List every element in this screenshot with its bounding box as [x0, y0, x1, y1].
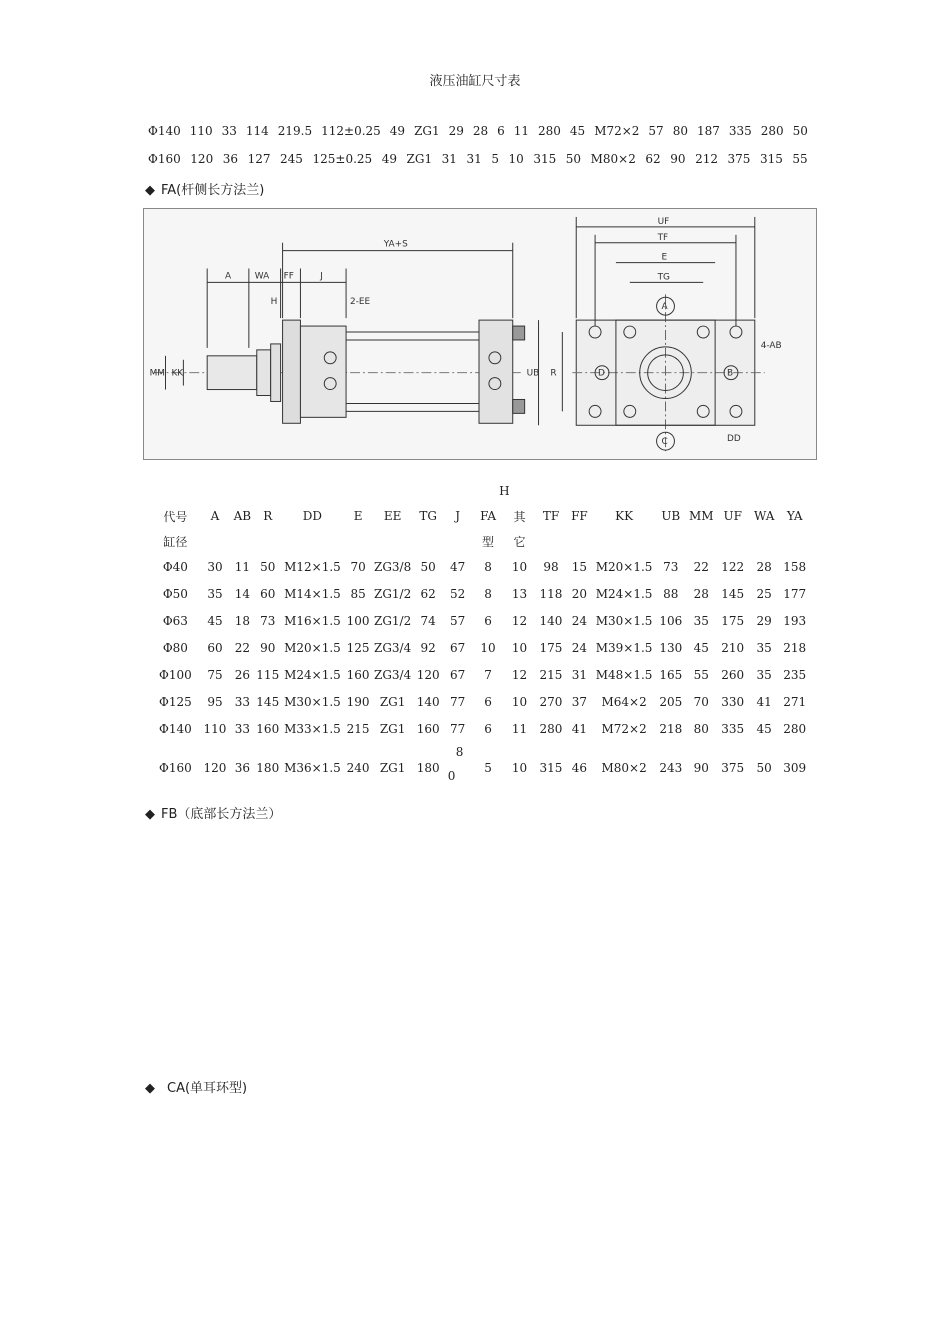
- section-title: CA(单耳环型): [167, 1081, 248, 1096]
- cell: 77: [449, 721, 466, 736]
- cell: 160: [256, 721, 280, 736]
- cell: 240: [346, 761, 370, 775]
- cell: 10: [511, 694, 528, 709]
- cell: 243: [659, 761, 683, 775]
- cell: 270: [539, 694, 563, 709]
- cell: M72×2: [601, 721, 647, 736]
- cell: Φ160: [148, 152, 181, 166]
- cell: 55: [792, 152, 808, 166]
- cell: 45: [569, 124, 586, 138]
- cell: 110: [203, 721, 227, 736]
- label-kk: KK: [171, 368, 184, 379]
- cell: 30: [207, 559, 223, 574]
- cell: 85: [350, 586, 366, 601]
- cell: M36×1.5: [284, 761, 341, 775]
- cell: 73: [663, 559, 679, 574]
- cell: 95: [207, 694, 223, 709]
- cell: ZG1: [379, 721, 406, 736]
- cell: 205: [659, 694, 683, 709]
- cell: 8: [484, 559, 492, 574]
- cell: 218: [783, 640, 807, 655]
- cell: 10: [511, 559, 528, 574]
- table-row: [150, 553, 810, 580]
- cell: 180: [416, 761, 440, 775]
- cell: 10: [511, 640, 528, 655]
- header-row-sub: [150, 529, 810, 553]
- cell: ZG3/8: [374, 559, 412, 574]
- header-cell: UB: [661, 509, 681, 523]
- cell: 315: [759, 152, 783, 166]
- cylinder-technical-drawing: [143, 208, 817, 460]
- top-table-row: [148, 152, 808, 166]
- cell-j-split: [442, 742, 472, 794]
- header-cell: TF: [542, 509, 560, 523]
- header-code: 代号: [163, 509, 188, 524]
- header-other: 其: [513, 509, 526, 524]
- cell: M12×1.5: [284, 559, 341, 574]
- cell: 280: [539, 721, 563, 736]
- label-uf: UF: [657, 216, 670, 227]
- cell: 60: [260, 586, 276, 601]
- cell: 29: [448, 124, 464, 138]
- section-heading-fa: [145, 179, 264, 198]
- cell: 127: [247, 152, 271, 166]
- label-h: H: [270, 297, 278, 308]
- cell: 37: [571, 694, 588, 709]
- cell: M80×2: [590, 152, 636, 166]
- cell: 125: [346, 640, 370, 655]
- label-r: R: [550, 368, 557, 379]
- cell: 50: [260, 559, 276, 574]
- table-row: [150, 607, 810, 634]
- cell: 335: [728, 124, 752, 138]
- cell: 219.5: [277, 124, 313, 138]
- cell: 62: [645, 152, 661, 166]
- cell: 309: [783, 761, 807, 775]
- cell: 80: [693, 721, 709, 736]
- cell: 315: [533, 152, 557, 166]
- cell: Φ160: [159, 761, 192, 775]
- cell: 45: [756, 721, 772, 736]
- cell: 50: [756, 761, 772, 775]
- cell: 52: [449, 586, 466, 601]
- header-fa: FA: [480, 509, 497, 523]
- cell: ZG1: [379, 694, 406, 709]
- label-a: A: [225, 271, 232, 282]
- cell: Φ140: [159, 721, 192, 736]
- cell: 45: [693, 640, 709, 655]
- header-cell: EE: [383, 509, 402, 523]
- cell: 212: [695, 152, 718, 166]
- cell: 35: [207, 586, 223, 601]
- cell: 12: [511, 667, 528, 682]
- cell: 5: [484, 761, 492, 775]
- cell: 10: [480, 640, 496, 655]
- diamond-bullet-icon: ◆: [145, 183, 155, 198]
- cell: 114: [245, 124, 269, 138]
- cell: 77: [449, 694, 466, 709]
- cell: 215: [346, 721, 370, 736]
- section-heading-fb: [145, 803, 281, 822]
- cell: M24×1.5: [595, 586, 653, 601]
- cell: M14×1.5: [284, 586, 341, 601]
- label-tf: TF: [657, 232, 669, 243]
- cell: 35: [756, 640, 772, 655]
- label-tg: TG: [657, 272, 670, 283]
- cell: 210: [721, 640, 745, 655]
- cell: M16×1.5: [284, 613, 341, 628]
- cell: 10: [511, 761, 528, 775]
- header-fa-type: 型: [482, 534, 495, 549]
- cell: 122: [721, 559, 745, 574]
- cell: ZG1/2: [374, 586, 412, 601]
- cell: 73: [260, 613, 276, 628]
- table-body: [150, 553, 810, 742]
- cell: 50: [792, 124, 808, 138]
- label-mm: MM: [149, 368, 166, 379]
- cell: 41: [756, 694, 772, 709]
- cell: 115: [256, 667, 280, 682]
- cell: 57: [449, 613, 466, 628]
- cell: 31: [466, 152, 482, 166]
- cell: 70: [693, 694, 709, 709]
- cell: 57: [648, 124, 664, 138]
- cell: 330: [721, 694, 745, 709]
- label-j: J: [320, 271, 323, 282]
- cell: 24: [571, 613, 588, 628]
- cell: 177: [783, 586, 807, 601]
- cell: M48×1.5: [595, 667, 653, 682]
- label-ya-s: YA+S: [383, 239, 408, 250]
- cell: M24×1.5: [284, 667, 341, 682]
- cell: 67: [449, 640, 466, 655]
- cell: 160: [416, 721, 440, 736]
- label-port-b: B: [727, 368, 734, 379]
- label-port-d: D: [598, 368, 605, 379]
- cell: 60: [207, 640, 223, 655]
- cell: M80×2: [601, 761, 647, 775]
- cell: 180: [256, 761, 280, 775]
- cell: Φ140: [148, 124, 181, 138]
- cell: 190: [346, 694, 370, 709]
- header-bore: 缸径: [163, 534, 188, 549]
- cell: 6: [497, 124, 505, 138]
- cell: 125±0.25: [312, 152, 373, 166]
- cell: Φ125: [159, 694, 192, 709]
- cell: 315: [539, 761, 563, 775]
- cell: 110: [189, 124, 213, 138]
- header-other-2: 它: [513, 534, 526, 549]
- cell: 280: [538, 124, 561, 138]
- cell: 10: [508, 152, 524, 166]
- cell: 5: [491, 152, 499, 166]
- drawing-svg: [144, 209, 816, 459]
- cell: 120: [416, 667, 440, 682]
- cell: 106: [659, 613, 683, 628]
- cell: 28: [693, 586, 709, 601]
- cell: 88: [663, 586, 679, 601]
- cell: M30×1.5: [595, 613, 653, 628]
- cell: 271: [783, 694, 807, 709]
- cell: 118: [539, 586, 563, 601]
- cell: 50: [420, 559, 436, 574]
- cell: 11: [511, 721, 528, 736]
- header-cell: A: [210, 509, 220, 523]
- cell: 215: [539, 667, 563, 682]
- label-dd: DD: [727, 434, 741, 445]
- cell: 235: [783, 667, 807, 682]
- cell: 140: [539, 613, 563, 628]
- label-port-a: A: [661, 302, 668, 313]
- cell: 165: [659, 667, 683, 682]
- cell: 140: [416, 694, 440, 709]
- cell: 33: [234, 694, 251, 709]
- cell: 22: [693, 559, 709, 574]
- header-cell: AB: [233, 509, 252, 523]
- cell: 7: [484, 667, 492, 682]
- cell: 8: [484, 586, 492, 601]
- cell: 6: [484, 613, 492, 628]
- cell: 36: [222, 152, 239, 166]
- cell: 280: [760, 124, 784, 138]
- cell: ZG1/2: [374, 613, 412, 628]
- cell: 245: [280, 152, 303, 166]
- cell: Φ63: [162, 613, 188, 628]
- cell: 74: [420, 613, 436, 628]
- header-cell: UF: [723, 509, 742, 523]
- cell: 6: [484, 694, 492, 709]
- cell: 100: [346, 613, 370, 628]
- header-cell: E: [353, 509, 363, 523]
- header-cell: FF: [571, 509, 588, 523]
- cell: 375: [721, 761, 745, 775]
- table-row: [150, 688, 810, 715]
- cell: ZG3/4: [374, 640, 412, 655]
- diamond-bullet-icon: ◆: [145, 807, 155, 822]
- cell: 25: [756, 586, 772, 601]
- cell: 28: [756, 559, 772, 574]
- header-cell: R: [263, 509, 273, 523]
- cell: 12: [511, 613, 528, 628]
- cell: 335: [721, 721, 745, 736]
- fa-dimension-table: [150, 478, 810, 794]
- cell: 130: [659, 640, 683, 655]
- cell: 11: [513, 124, 530, 138]
- page-title: 液压油缸尺寸表: [429, 74, 521, 89]
- cell: M20×1.5: [595, 559, 653, 574]
- cell: 260: [721, 667, 745, 682]
- cell: 49: [389, 124, 406, 138]
- top-table-row: [148, 124, 808, 138]
- cell: M64×2: [601, 694, 647, 709]
- cell: Φ50: [162, 586, 188, 601]
- label-wa: WA: [254, 271, 270, 282]
- label-e: E: [661, 252, 668, 263]
- label-ff: FF: [283, 271, 294, 282]
- cell: 50: [565, 152, 582, 166]
- cell: 45: [207, 613, 223, 628]
- cell: M72×2: [594, 124, 640, 138]
- header-h: H: [499, 483, 510, 498]
- cell: 90: [260, 640, 276, 655]
- cell: 41: [571, 721, 588, 736]
- label-ee: 2-EE: [350, 297, 371, 308]
- section-heading-ca: [145, 1077, 247, 1096]
- cell: 35: [693, 613, 709, 628]
- cell: 31: [441, 152, 457, 166]
- cell: 29: [756, 613, 772, 628]
- cell: 62: [420, 586, 436, 601]
- table-row: [150, 580, 810, 607]
- header-cell: WA: [753, 509, 775, 523]
- cell: 35: [756, 667, 772, 682]
- section-title: FA(杆侧长方法兰): [161, 183, 265, 198]
- cell: 46: [571, 761, 588, 775]
- cell: 6: [484, 721, 492, 736]
- cell: 15: [571, 559, 588, 574]
- cell: ZG1: [406, 152, 433, 166]
- label-port-c: C: [661, 437, 668, 448]
- cell: Φ100: [159, 667, 192, 682]
- section-title: FB（底部长方法兰）: [161, 807, 282, 822]
- cell: 13: [511, 586, 528, 601]
- header-cell: J: [455, 509, 460, 523]
- cell: 145: [721, 586, 745, 601]
- cell: 31: [571, 667, 588, 682]
- cell: 28: [472, 124, 489, 138]
- cell: 158: [783, 559, 807, 574]
- table-row: [150, 661, 810, 688]
- cell: 120: [190, 152, 214, 166]
- cell: 90: [693, 761, 709, 775]
- cell: 175: [721, 613, 745, 628]
- cell: ZG1: [414, 124, 440, 138]
- cell: 24: [571, 640, 588, 655]
- cell: 90: [670, 152, 686, 166]
- cell: ZG3/4: [374, 667, 412, 682]
- cell: 36: [234, 761, 251, 775]
- cell: 187: [696, 124, 720, 138]
- header-cell: TG: [419, 509, 437, 523]
- cell: 80: [672, 124, 688, 138]
- cell: 22: [234, 640, 251, 655]
- cell: ZG1: [379, 761, 406, 775]
- header-row-group: [150, 478, 810, 503]
- header-row: [150, 503, 810, 529]
- cell: 375: [727, 152, 751, 166]
- label-4-ab: 4-AB: [760, 340, 782, 351]
- cell: 67: [449, 667, 466, 682]
- cell: Φ40: [162, 559, 188, 574]
- cell: 18: [234, 613, 251, 628]
- cell: Φ80: [162, 640, 188, 655]
- cell: 55: [693, 667, 709, 682]
- cell: M30×1.5: [284, 694, 341, 709]
- cell-j-bottom: 0: [447, 768, 456, 783]
- cell: 112±0.25: [321, 124, 381, 138]
- table-row: [150, 715, 810, 742]
- cell-j-top: 8: [455, 744, 464, 759]
- cell: 14: [234, 586, 251, 601]
- cell: 193: [783, 613, 807, 628]
- header-cell: DD: [302, 509, 323, 523]
- cell: 218: [659, 721, 683, 736]
- cell: 98: [543, 559, 559, 574]
- table-row: [150, 634, 810, 661]
- cell: 11: [234, 559, 251, 574]
- cell: 70: [350, 559, 366, 574]
- cell: 33: [234, 721, 251, 736]
- cell: 47: [449, 559, 466, 574]
- cell: 120: [203, 761, 227, 775]
- cell: 280: [783, 721, 807, 736]
- cell: 33: [221, 124, 237, 138]
- cell: 175: [539, 640, 563, 655]
- cell: M39×1.5: [595, 640, 653, 655]
- cell: 145: [256, 694, 280, 709]
- header-cell: YA: [786, 509, 803, 523]
- table-row: [150, 742, 810, 794]
- cell: 20: [571, 586, 588, 601]
- cell: M33×1.5: [284, 721, 341, 736]
- cell: 92: [420, 640, 436, 655]
- diamond-bullet-icon: ◆: [145, 1081, 155, 1096]
- header-cell: KK: [615, 509, 634, 523]
- cell: M20×1.5: [284, 640, 341, 655]
- cell: 49: [381, 152, 397, 166]
- cell: 160: [346, 667, 370, 682]
- cell: 26: [234, 667, 251, 682]
- label-ub: UB: [526, 368, 540, 379]
- header-cell: MM: [688, 509, 714, 523]
- cell: 75: [207, 667, 223, 682]
